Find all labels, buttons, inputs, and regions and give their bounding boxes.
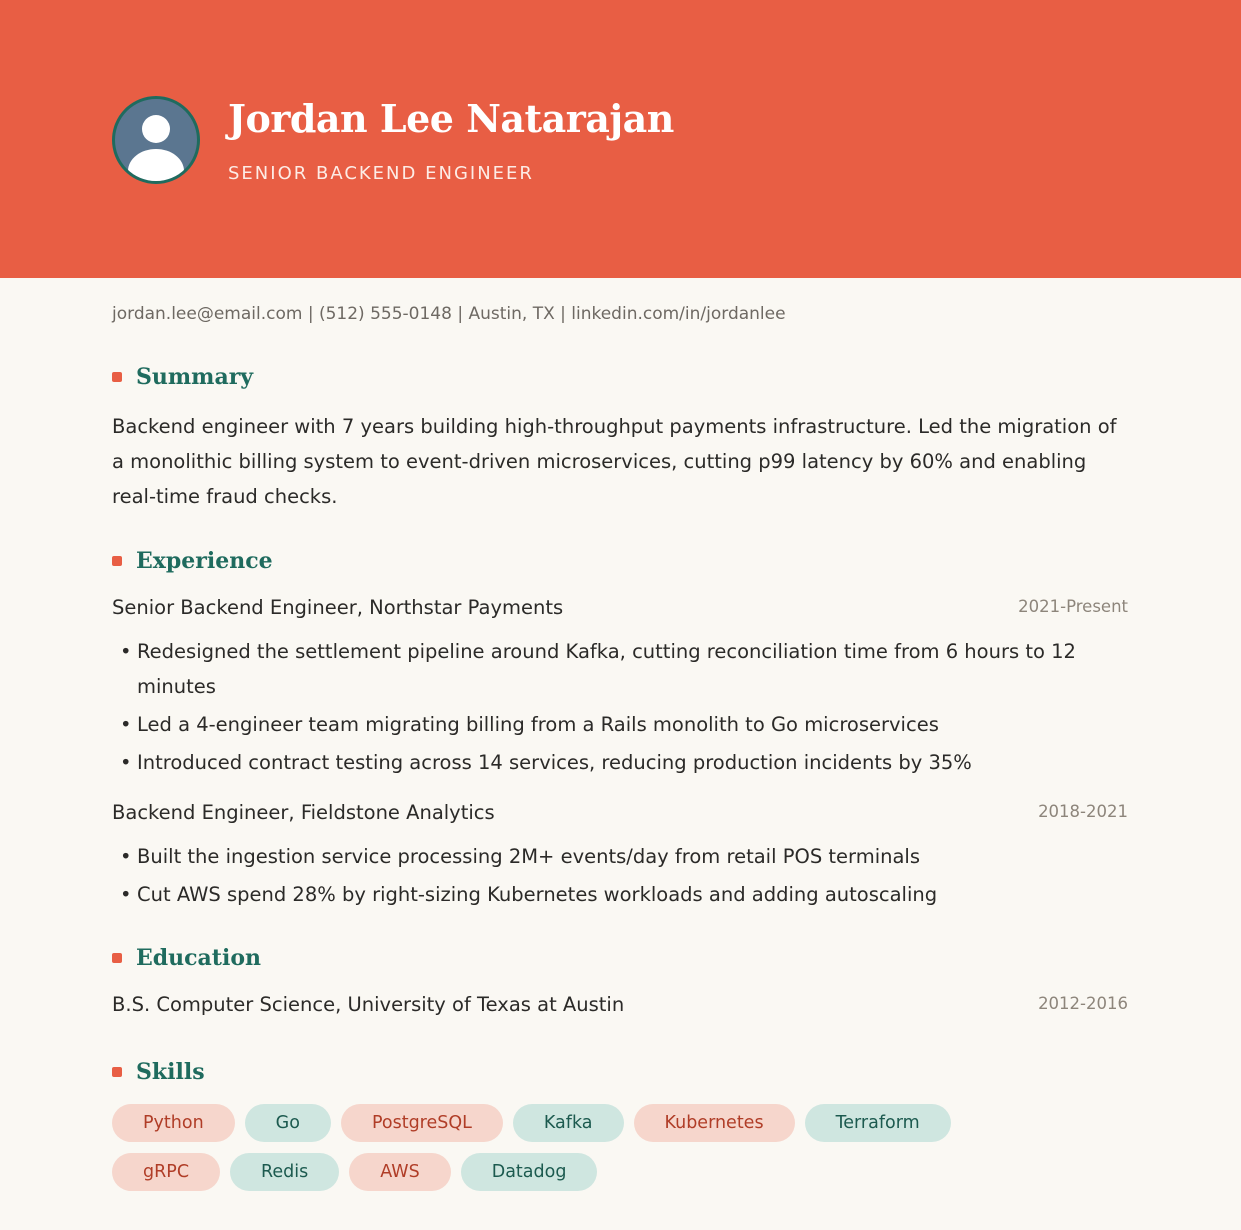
summary-heading xyxy=(112,364,253,390)
skill-tag: AWS xyxy=(349,1153,450,1191)
education-entry xyxy=(112,993,1128,1023)
skill-tag: gRPC xyxy=(112,1153,220,1191)
section-marker xyxy=(112,556,122,566)
job-dates: 2018-2021 xyxy=(1038,802,1128,821)
degree: B.S. Computer Science, University of Texas at Austin xyxy=(112,993,625,1016)
section-marker xyxy=(112,1067,122,1077)
job-bullet: • Led a 4-engineer team migrating billing from a Rails monolith to Go microservices xyxy=(112,707,1128,742)
job-title: Senior Backend Engineer, Northstar Payments xyxy=(112,596,564,619)
job-entry xyxy=(112,801,1128,915)
job-entry xyxy=(112,596,1128,783)
section-marker xyxy=(112,953,122,963)
skill-tag: Python xyxy=(112,1104,235,1142)
job-bullets xyxy=(112,634,1128,780)
job-bullets xyxy=(112,839,1128,912)
education-heading xyxy=(112,945,261,971)
job-bullet: • Cut AWS spend 28% by right-sizing Kubernetes workloads and adding autoscaling xyxy=(112,877,1128,912)
job-dates: 2021-Present xyxy=(1018,597,1128,616)
summary-heading-label: Summary xyxy=(136,364,254,390)
skill-tag: Go xyxy=(245,1104,331,1142)
user-avatar-icon xyxy=(112,96,200,184)
section-marker xyxy=(112,372,122,382)
resume-header xyxy=(0,0,1241,278)
candidate-role: SENIOR BACKEND ENGINEER xyxy=(228,163,534,184)
job-bullet: • Introduced contract testing across 14 services, reducing production incidents by 35% xyxy=(112,745,1128,780)
skill-tag: Redis xyxy=(230,1153,339,1191)
skill-tag: Datadog xyxy=(461,1153,598,1191)
experience-heading xyxy=(112,548,273,574)
skill-tag: Terraform xyxy=(805,1104,951,1142)
skills-heading-label: Skills xyxy=(136,1059,205,1085)
skill-tag: PostgreSQL xyxy=(341,1104,503,1142)
candidate-name: Jordan Lee Natarajan xyxy=(228,96,674,141)
contact-line: jordan.lee@email.com | (512) 555-0148 | Austin, TX | linkedin.com/in/jordanlee xyxy=(112,304,786,324)
job-bullet: • Built the ingestion service processing 2M+ events/day from retail POS terminals xyxy=(112,839,1128,874)
education-heading-label: Education xyxy=(136,945,261,971)
job-bullet: • Redesigned the settlement pipeline around Kafka, cutting reconciliation time from 6 hours to 12 minutes xyxy=(112,634,1128,704)
skills-heading xyxy=(112,1059,205,1085)
skills-row xyxy=(112,1104,951,1142)
experience-heading-label: Experience xyxy=(136,548,273,574)
summary-text: Backend engineer with 7 years building high-throughput payments infrastructure. Led the migration of a monolithic billing system to event-driven microservices, cutting p99 latency by 60% and enabling real-time fraud checks. xyxy=(112,415,1117,508)
skill-tag: Kubernetes xyxy=(634,1104,795,1142)
skills-row xyxy=(112,1153,597,1191)
job-title: Backend Engineer, Fieldstone Analytics xyxy=(112,801,495,824)
education-dates: 2012-2016 xyxy=(1038,994,1128,1013)
skill-tag: Kafka xyxy=(513,1104,624,1142)
